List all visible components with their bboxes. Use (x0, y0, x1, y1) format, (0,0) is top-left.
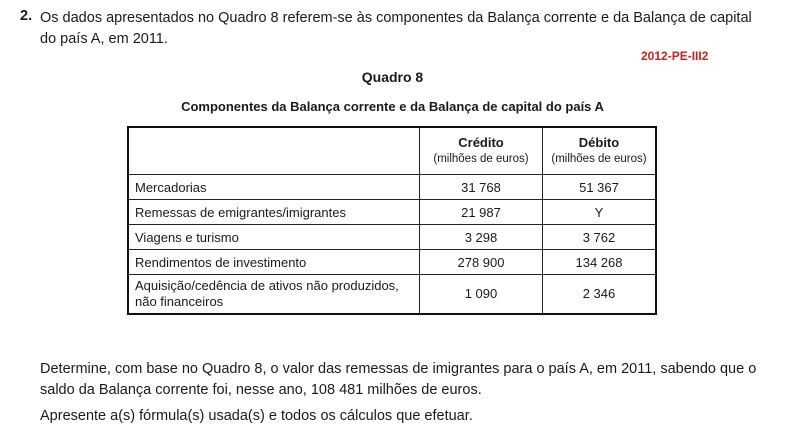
row-credit: 21 987 (420, 200, 543, 225)
header-debit (543, 127, 657, 175)
row-label: Mercadorias (128, 175, 420, 200)
row-debit: 2 346 (543, 275, 657, 315)
balance-table (127, 126, 657, 315)
table-row (128, 200, 656, 225)
row-debit: 51 367 (543, 175, 657, 200)
row-label: Remessas de emigrantes/imigrantes (128, 200, 420, 225)
table-row (128, 275, 656, 315)
table-subtitle: Componentes da Balança corrente e da Balança de capital do país A (181, 99, 604, 114)
question-number: 2. (20, 8, 33, 24)
row-label: Rendimentos de investimento (128, 250, 420, 275)
row-label: Viagens e turismo (128, 225, 420, 250)
header-debit-label: Débito (578, 135, 620, 150)
table-row (128, 250, 656, 275)
table-row (128, 225, 656, 250)
header-empty-cell (128, 127, 420, 175)
source-tag: 2012-PE-III2 (641, 49, 709, 63)
header-debit-unit: (milhões de euros) (551, 153, 647, 165)
row-debit: 134 268 (543, 250, 657, 275)
table-title: Quadro 8 (361, 69, 424, 85)
header-credit (420, 127, 543, 175)
table-header-row (128, 127, 656, 175)
header-credit-label: Crédito (458, 135, 504, 150)
row-debit: Y (543, 200, 657, 225)
row-label: Aquisição/cedência de ativos não produzidos, não financeiros (128, 275, 420, 315)
instruction-formula-text: Apresente a(s) fórmula(s) usada(s) e todos os cálculos que efetuar. (40, 408, 473, 424)
row-credit: 31 768 (420, 175, 543, 200)
table-row (128, 175, 656, 200)
header-credit-unit: (milhões de euros) (433, 153, 529, 165)
instruction-text: Determine, com base no Quadro 8, o valor das remessas de imigrantes para o país A, em 2011, sabendo que o saldo da Balança corrente foi, nesse ano, 108 481 milhões de euros. (40, 361, 757, 398)
row-debit: 3 762 (543, 225, 657, 250)
row-credit: 3 298 (420, 225, 543, 250)
question-text: Os dados apresentados no Quadro 8 referem-se às componentes da Balança corrente e da Balança de capital do país A, em 2011. (40, 10, 752, 47)
row-credit: 1 090 (420, 275, 543, 315)
row-credit: 278 900 (420, 250, 543, 275)
